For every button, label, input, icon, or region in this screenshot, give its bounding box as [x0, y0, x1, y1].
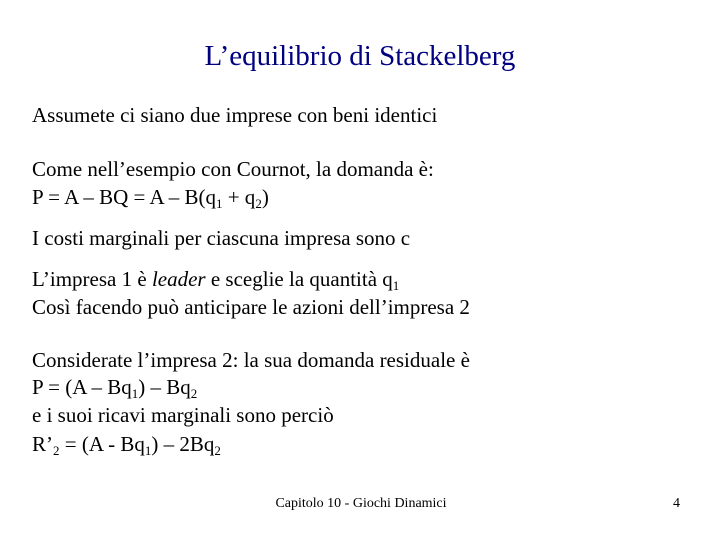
formula-demand-part: P = A – BQ = A – B(q [32, 185, 216, 209]
subscript: 1 [144, 443, 152, 458]
subscript: 2 [214, 443, 221, 458]
subscript: 2 [190, 386, 198, 401]
footer-chapter: Capitolo 10 - Giochi Dinamici [275, 496, 447, 511]
formula-marginal-revenue [32, 432, 221, 456]
text-cournot-demand: Come nell’esempio con Cournot, la domanda è: [32, 157, 434, 181]
formula-demand-part: + q [222, 185, 256, 209]
text-leader [32, 267, 399, 291]
subscript: 1 [131, 386, 139, 401]
subscript: 2 [53, 443, 60, 458]
formula-part: = (A - Bq [59, 432, 145, 456]
text-anticipate: Così facendo può anticipare le azioni dell’impresa 2 [32, 295, 470, 319]
formula-part: R’ [32, 432, 53, 456]
formula-part: P = (A – Bq [32, 375, 132, 399]
formula-demand-part: ) [261, 185, 269, 209]
text-marginal-costs: I costi marginali per ciascuna impresa sono c [32, 226, 411, 250]
text-leader-part: e sceglie la quantità q [205, 267, 393, 291]
formula-residual-demand [32, 375, 197, 399]
slide-title: L’equilibrio di Stackelberg [204, 40, 516, 72]
subscript: 1 [215, 196, 223, 211]
formula-part: ) – 2Bq [151, 432, 215, 456]
subscript: 1 [392, 278, 400, 293]
text-marginal-revenue: e i suoi ricavi marginali sono perciò [32, 403, 334, 427]
formula-demand [32, 185, 269, 209]
subscript: 2 [255, 196, 262, 211]
text-residual-demand: Considerate l’impresa 2: la sua domanda residuale è [32, 348, 470, 372]
formula-part: ) – Bq [138, 375, 191, 399]
text-two-firms: Assumete ci siano due imprese con beni identici [32, 103, 438, 127]
text-leader-part: L’impresa 1 è [32, 267, 152, 291]
page-number: 4 [673, 496, 680, 511]
leader-word: leader [151, 267, 206, 291]
